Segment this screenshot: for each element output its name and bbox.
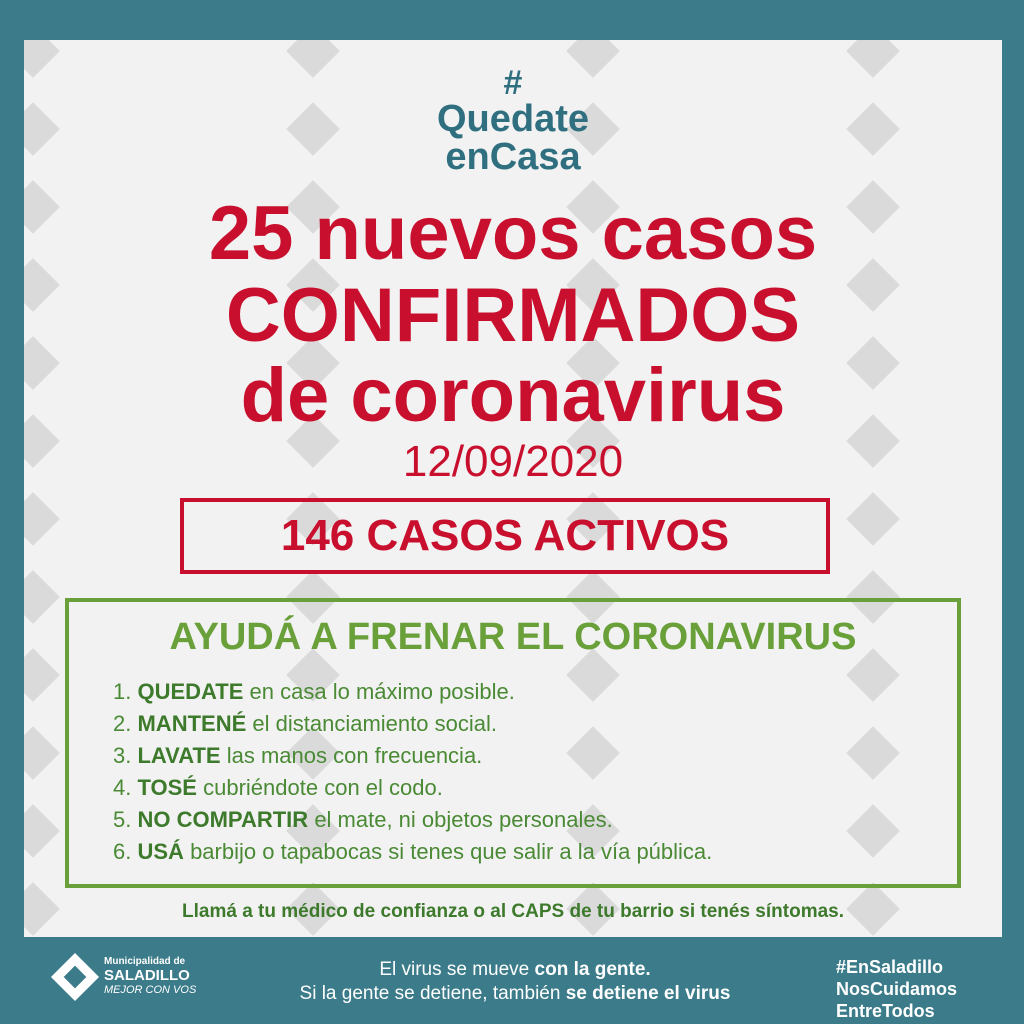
logo-line2: SALADILLO — [104, 967, 190, 984]
tip-number: 6. — [113, 839, 132, 864]
tip-number: 3. — [113, 743, 132, 768]
active-cases-label: 146 CASOS ACTIVOS — [280, 511, 730, 560]
tip-text: barbijo o tapabocas si tenes que salir a la vía pública. — [190, 839, 713, 864]
tip-bold: MANTENÉ — [137, 711, 247, 736]
headline-line3: de coronavirus — [240, 353, 786, 438]
logo-text — [104, 956, 196, 997]
footer-message — [250, 958, 780, 1006]
footer-message-line2 — [250, 982, 780, 1006]
tip-text: las manos con frecuencia. — [226, 743, 483, 768]
logo-line3: MEJOR CON VOS — [104, 984, 197, 996]
tip-number: 1. — [113, 679, 132, 704]
tip-item — [113, 804, 712, 836]
tip-bold: LAVATE — [137, 743, 221, 768]
saladillo-diamond-icon — [51, 953, 99, 1001]
footer-message-line1 — [250, 958, 780, 982]
hashtag-symbol: # — [503, 64, 523, 102]
tips-box — [65, 598, 961, 888]
tip-item — [113, 676, 712, 708]
tips-list — [113, 676, 712, 868]
tip-item — [113, 772, 712, 804]
tip-bold: NO COMPARTIR — [137, 807, 309, 832]
tip-bold: USÁ — [137, 839, 184, 864]
tips-title: AYUDÁ A FRENAR EL CORONAVIRUS — [169, 616, 857, 658]
tip-item — [113, 740, 712, 772]
tip-text: cubriéndote con el codo. — [203, 775, 443, 800]
tip-number: 2. — [113, 711, 132, 736]
footer-hashtags — [836, 956, 957, 1022]
municipality-logo — [52, 950, 222, 1010]
footer-line2-bold: se detiene el virus — [565, 983, 731, 1004]
footer-line1-plain: El virus se mueve — [379, 959, 535, 980]
tip-number: 4. — [113, 775, 132, 800]
hashtag-line2: enCasa — [445, 136, 581, 178]
tip-text: el distanciamiento social. — [252, 711, 497, 736]
tip-item — [113, 708, 712, 740]
hashtag-quedate-encasa — [24, 66, 1002, 176]
tip-item — [113, 836, 712, 868]
footer-hashtag-3: EntreTodos — [836, 1001, 935, 1021]
report-date: 12/09/2020 — [402, 437, 624, 486]
footer-line2-plain: Si la gente se detiene, también — [299, 983, 566, 1004]
poster-content — [24, 40, 1002, 937]
tip-bold: QUEDATE — [137, 679, 244, 704]
footer-line1-bold: con la gente. — [534, 959, 651, 980]
hashtag-line1: Quedate — [436, 98, 590, 140]
poster-panel — [24, 40, 1002, 937]
tip-number: 5. — [113, 807, 132, 832]
call-to-action: Llamá a tu médico de confianza o al CAPS de tu barrio si tenés síntomas. — [182, 901, 844, 922]
tip-bold: TOSÉ — [137, 775, 197, 800]
footer-hashtag-2: NosCuidamos — [836, 979, 958, 999]
logo-line1: Municipalidad de — [104, 956, 186, 967]
active-cases-box — [180, 498, 830, 574]
tip-text: en casa lo máximo posible. — [249, 679, 515, 704]
footer-hashtag-1: #EnSaladillo — [836, 957, 944, 977]
headline-line2: CONFIRMADOS — [225, 273, 801, 358]
headline-line1: 25 nuevos casos — [208, 191, 818, 276]
tip-text: el mate, ni objetos personales. — [314, 807, 613, 832]
